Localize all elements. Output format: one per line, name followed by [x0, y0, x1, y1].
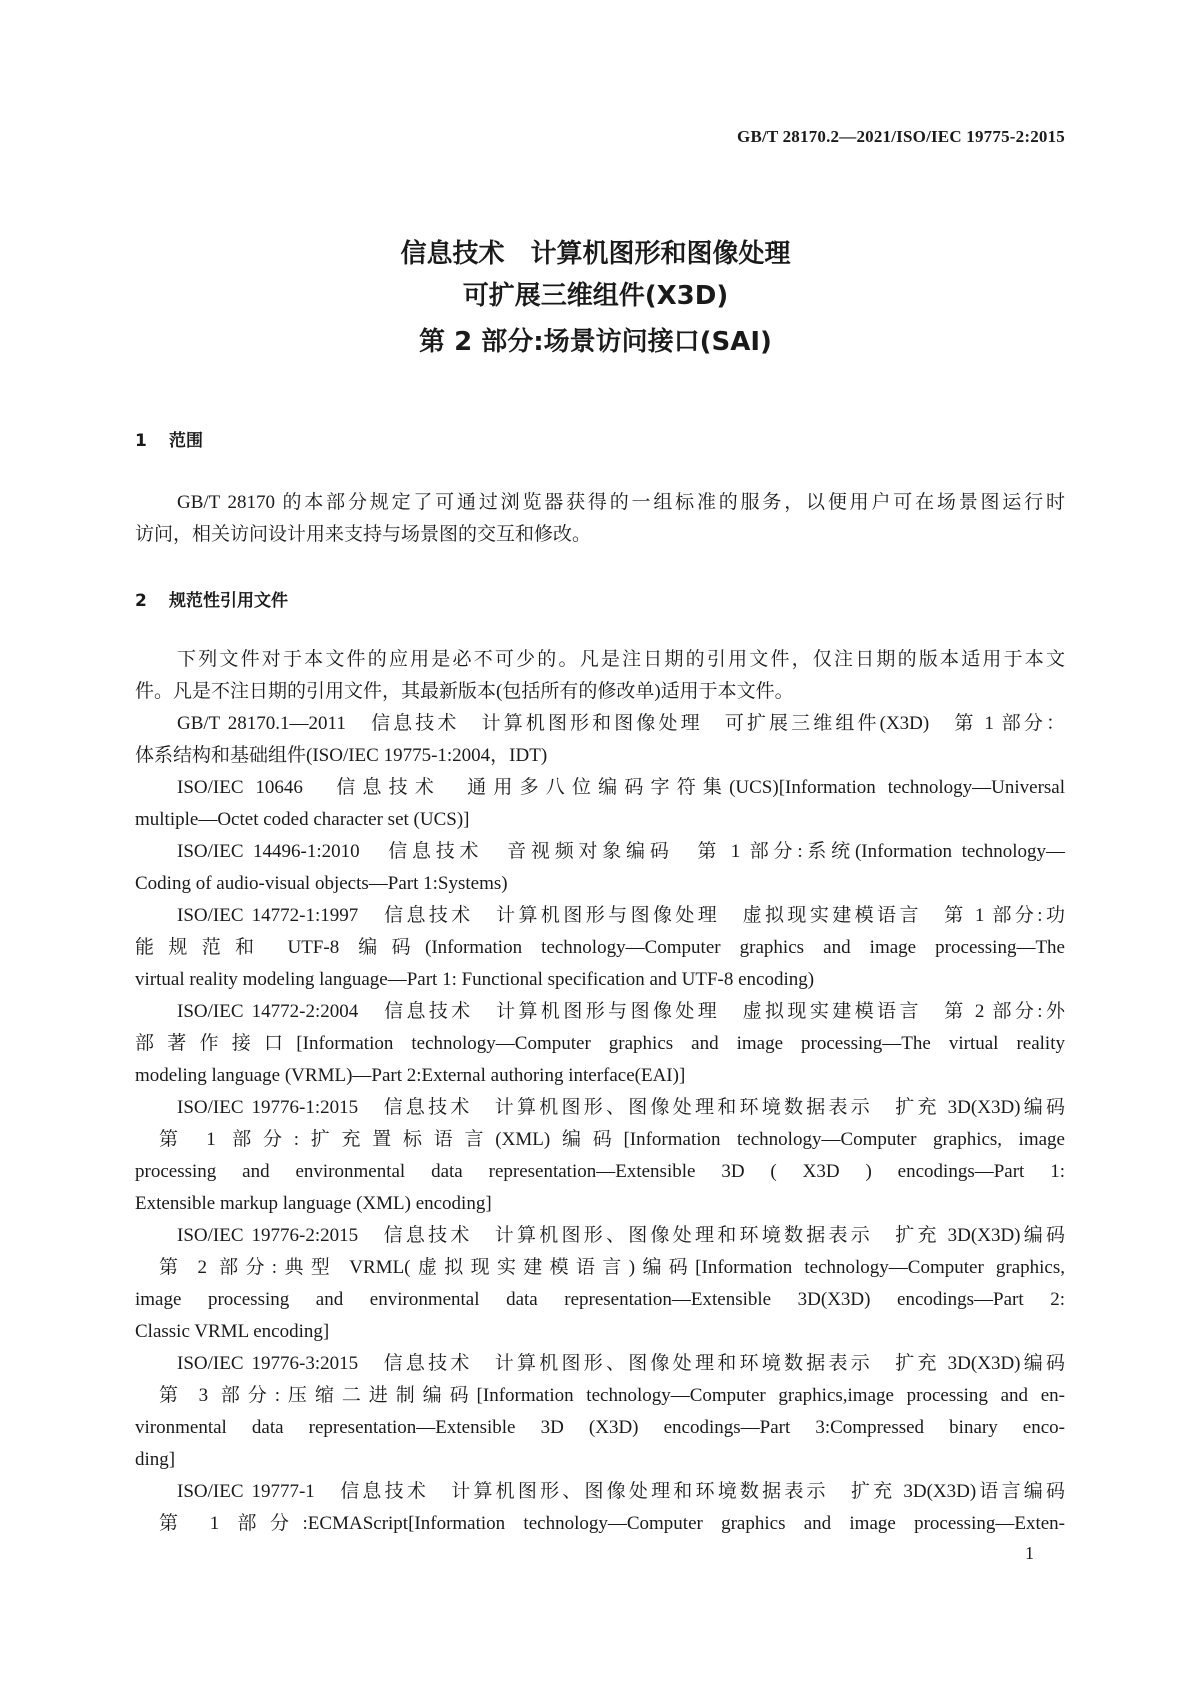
reference-entry [135, 996, 1065, 1092]
text-line: virtual reality modeling language—Part 1: Functional specification and UTF-8 encoding) [135, 969, 815, 990]
text-line: ISO/IEC 19777-1 信息技术 计算机图形、图像处理和环境数据表示 扩充 3D(X3D)语言编码 [177, 1481, 1065, 1502]
section-number: 1 [135, 431, 147, 451]
text-line: ISO/IEC 10646 信息技术 通用多八位编码字符集(UCS)[Information technology—Universal [177, 777, 1065, 798]
standard-number-header: GB/T 28170.2—2021/ISO/IEC 19775-2:2015 [737, 127, 1065, 146]
text-line: processing and environmental data representation—Extensible 3D ( X3D ) encodings—Part 1: [135, 1161, 1065, 1182]
reference-entry [135, 1348, 1065, 1476]
text-line: 第 2 部分:典型 VRML(虚拟现实建模语言)编码[Information technology—Computer graphics, [159, 1257, 1065, 1278]
reference-entry [135, 900, 1065, 996]
text-line: multiple—Octet coded character set (UCS)] [135, 809, 470, 830]
text-line: 部著作接口[Information technology—Computer graphics and image processing—The virtual reality [135, 1033, 1065, 1054]
text-line: ISO/IEC 14496-1:2010 信息技术 音视频对象编码 第 1 部分:系统(Information technology— [177, 841, 1065, 862]
reference-entry [135, 1092, 1065, 1220]
title-line-1: 信息技术 计算机图形和图像处理 [400, 239, 791, 269]
text-line: vironmental data representation—Extensible 3D (X3D) encodings—Part 3:Compressed binary enco- [135, 1417, 1065, 1438]
text-line: Coding of audio-visual objects—Part 1:Systems) [135, 873, 508, 894]
text-line: 能规范和 UTF-8 编码(Information technology—Computer graphics and image processing—The [135, 937, 1065, 958]
text-line: 体系结构和基础组件(ISO/IEC 19775-1:2004，IDT) [135, 745, 548, 766]
section-title: 规范性引用文件 [169, 591, 288, 611]
section-heading-scope [135, 426, 203, 451]
section-title: 范围 [169, 431, 203, 451]
title-line-3: 第 2 部分:场景访问接口(SAI) [419, 327, 772, 357]
text-line: 第 1 部分:ECMAScript[Information technology—Computer graphics and image processing—Exten- [159, 1513, 1065, 1534]
page-number: 1 [1025, 1543, 1034, 1563]
text-line: ding] [135, 1449, 176, 1470]
reference-entry [135, 1476, 1065, 1540]
text-line: GB/T 28170 的本部分规定了可通过浏览器获得的一组标准的服务，以便用户可在场景图运行时 [177, 492, 1065, 513]
text-line: ISO/IEC 14772-2:2004 信息技术 计算机图形与图像处理 虚拟现实建模语言 第 2 部分:外 [177, 1001, 1065, 1022]
intro-paragraph [135, 644, 1065, 708]
reference-entry [135, 836, 1065, 900]
section-number: 2 [135, 591, 147, 611]
text-line: 件。凡是不注日期的引用文件，其最新版本(包括所有的修改单)适用于本文件。 [135, 681, 794, 702]
text-line: ISO/IEC 19776-3:2015 信息技术 计算机图形、图像处理和环境数据表示 扩充 3D(X3D)编码 [177, 1353, 1065, 1374]
text-line: 下列文件对于本文件的应用是必不可少的。凡是注日期的引用文件，仅注日期的版本适用于本文 [177, 649, 1065, 670]
scope-paragraph [135, 487, 1065, 551]
text-line: Extensible markup language (XML) encoding] [135, 1193, 492, 1214]
text-line: Classic VRML encoding] [135, 1321, 330, 1342]
text-line: 访问，相关访问设计用来支持与场景图的交互和修改。 [135, 524, 592, 545]
reference-entry [135, 1220, 1065, 1348]
text-line: ISO/IEC 19776-1:2015 信息技术 计算机图形、图像处理和环境数据表示 扩充 3D(X3D)编码 [177, 1097, 1065, 1118]
title-line-2: 可扩展三维组件(X3D) [462, 281, 729, 311]
text-line: ISO/IEC 19776-2:2015 信息技术 计算机图形、图像处理和环境数据表示 扩充 3D(X3D)编码 [177, 1225, 1065, 1246]
text-line: GB/T 28170.1—2011 信息技术 计算机图形和图像处理 可扩展三维组件(X3D) 第 1 部分： [177, 713, 1065, 734]
text-line: 第 3 部分:压缩二进制编码[Information technology—Computer graphics,image processing and en- [159, 1385, 1065, 1406]
text-line: image processing and environmental data representation—Extensible 3D(X3D) encodings—Part 2: [135, 1289, 1065, 1310]
section-heading-normative-references [135, 586, 288, 611]
text-line: modeling language (VRML)—Part 2:External authoring interface(EAI)] [135, 1065, 686, 1086]
text-line: 第 1 部分:扩充置标语言(XML)编码[Information technology—Computer graphics, image [159, 1129, 1065, 1150]
reference-entry [135, 708, 1065, 772]
reference-entry [135, 772, 1065, 836]
text-line: ISO/IEC 14772-1:1997 信息技术 计算机图形与图像处理 虚拟现实建模语言 第 1 部分:功 [177, 905, 1065, 926]
references-body [135, 644, 1065, 1540]
